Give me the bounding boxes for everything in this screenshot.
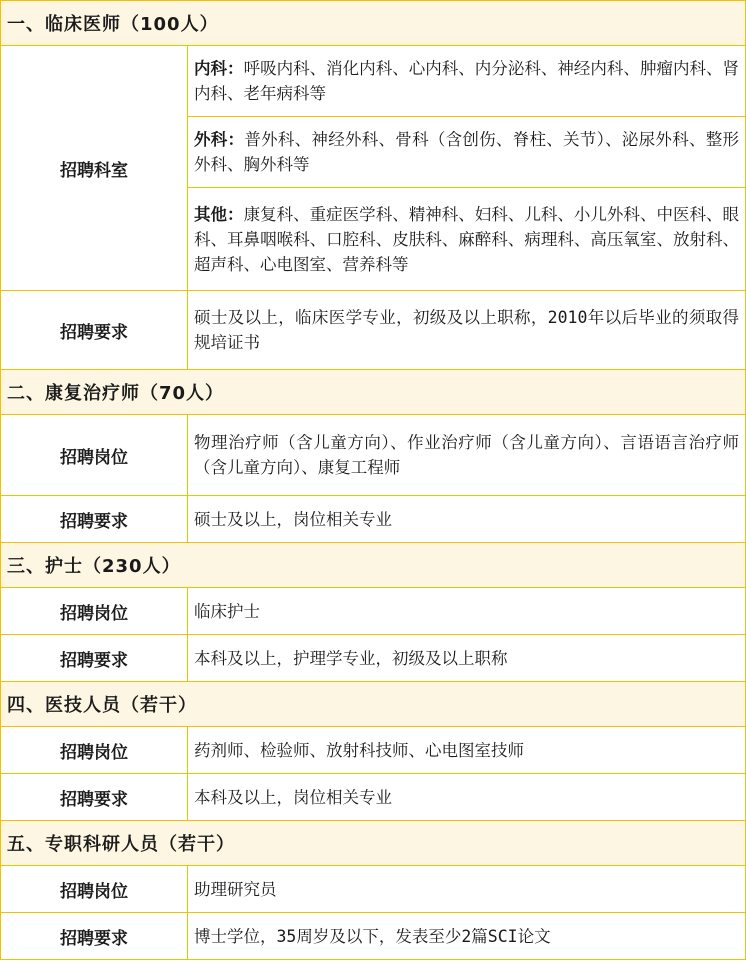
post-value: 临床护士 — [188, 588, 746, 635]
req-value: 硕士及以上，岗位相关专业 — [188, 496, 746, 543]
section-header — [1, 370, 746, 415]
post-value: 物理治疗师（含儿童方向）、作业治疗师（含儿童方向）、言语语言治疗师（含儿童方向）、康复工程师 — [188, 415, 746, 496]
dept-name: 内科： — [194, 59, 244, 78]
dept-list: 呼吸内科、消化内科、心内科、内分泌科、神经内科、肿瘤内科、肾内科、老年病科等 — [194, 59, 740, 103]
dept-name: 外科： — [194, 130, 245, 149]
section-title: 五、专职科研人员（若干） — [1, 821, 746, 866]
req-value: 本科及以上，护理学专业，初级及以上职称 — [188, 635, 746, 682]
dept-name: 其他： — [194, 204, 244, 224]
table-row — [1, 913, 746, 960]
dept-cell-other — [188, 188, 746, 291]
section-title: 四、医技人员（若干） — [1, 682, 746, 727]
section-header — [1, 821, 746, 866]
table-row — [1, 588, 746, 635]
req-label: 招聘要求 — [1, 913, 188, 960]
post-value: 助理研究员 — [188, 866, 746, 913]
req-label: 招聘要求 — [1, 774, 188, 821]
dept-cell-surgery — [188, 117, 746, 188]
req-label: 招聘要求 — [1, 496, 188, 543]
req-value: 硕士及以上，临床医学专业，初级及以上职称，2010年以后毕业的须取得规培证书 — [188, 291, 746, 370]
dept-cell-internal — [188, 46, 746, 117]
section-title: 三、护士（230人） — [1, 543, 746, 588]
table-row — [1, 291, 746, 370]
dept-label: 招聘科室 — [1, 46, 188, 291]
table-row — [1, 415, 746, 496]
section-header — [1, 543, 746, 588]
section-title: 一、临床医师（100人） — [1, 1, 746, 46]
req-value: 博士学位，35周岁及以下，发表至少2篇SCI论文 — [188, 913, 746, 960]
table-row — [1, 866, 746, 913]
req-label: 招聘要求 — [1, 635, 188, 682]
req-value: 本科及以上，岗位相关专业 — [188, 774, 746, 821]
table-row — [1, 727, 746, 774]
section-header — [1, 1, 746, 46]
post-label: 招聘岗位 — [1, 415, 188, 496]
table-row — [1, 46, 746, 117]
section-title: 二、康复治疗师（70人） — [1, 370, 746, 415]
post-label: 招聘岗位 — [1, 588, 188, 635]
table-row — [1, 635, 746, 682]
post-label: 招聘岗位 — [1, 727, 188, 774]
post-value: 药剂师、检验师、放射科技师、心电图室技师 — [188, 727, 746, 774]
table-row — [1, 496, 746, 543]
dept-list: 普外科、神经外科、骨科（含创伤、脊柱、关节）、泌尿外科、整形外科、胸外科等 — [194, 130, 740, 174]
dept-list: 康复科、重症医学科、精神科、妇科、儿科、小儿外科、中医科、眼科、耳鼻咽喉科、口腔科、皮肤科、麻醉科、病理科、高压氧室、放射科、超声科、心电图室、营养科等 — [194, 204, 740, 274]
req-label: 招聘要求 — [1, 291, 188, 370]
post-label: 招聘岗位 — [1, 866, 188, 913]
table-row — [1, 774, 746, 821]
section-header — [1, 682, 746, 727]
